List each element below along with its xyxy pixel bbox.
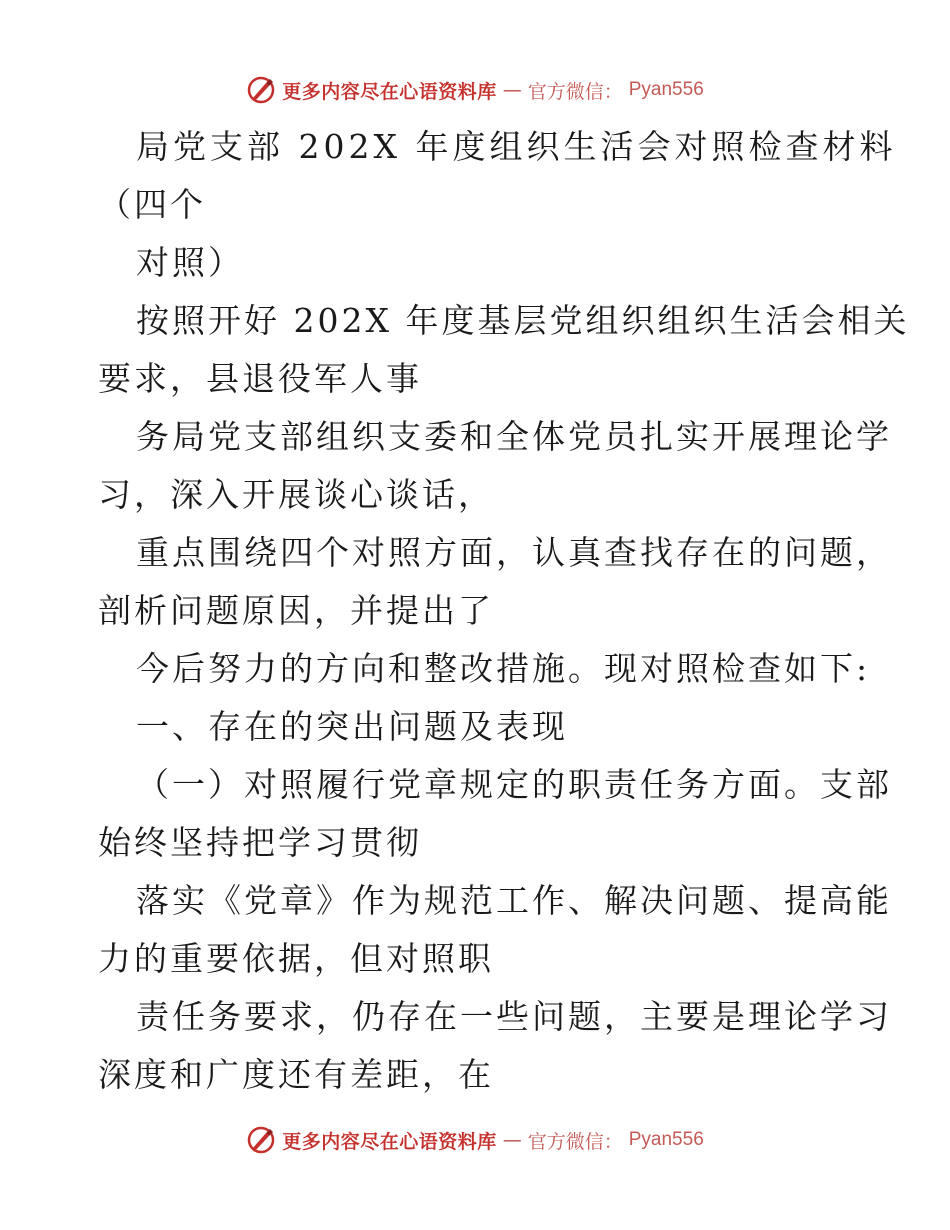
header-watermark-banner: [0, 70, 950, 110]
paragraph-line: 始终坚持把学习贯彻: [98, 823, 422, 862]
paragraph-line: 务局党支部组织支委和全体党员扎实开展理论学: [136, 417, 892, 456]
banner-wechat-label: 官方微信：: [527, 80, 623, 103]
pen-logo-icon: [246, 75, 276, 105]
paragraph-line: 剖析问题原因，并提出了: [98, 591, 494, 630]
paragraph-line: （一）对照履行党章规定的职责任务方面。支部: [136, 765, 892, 804]
section-heading: 一、存在的突出问题及表现: [136, 707, 568, 746]
banner-separator: —: [502, 1129, 522, 1151]
paragraph-line: 习，深入开展谈心谈话，: [98, 475, 494, 514]
banner-wechat-label: 官方微信：: [527, 1130, 623, 1153]
paragraph-line: 重点围绕四个对照方面，认真查找存在的问题，: [136, 533, 892, 572]
banner-wechat-id: Pyan556: [628, 1129, 704, 1150]
banner-text: 更多内容尽在心语资料库: [282, 1130, 497, 1153]
document-title-line-1: 局党支部 202X 年度组织生活会对照检查材料: [136, 127, 897, 166]
footer-watermark-banner: [0, 1120, 950, 1160]
banner-separator: —: [502, 79, 522, 101]
paragraph-line: 要求，县退役军人事: [98, 359, 422, 398]
paragraph-line: 今后努力的方向和整改措施。现对照检查如下:: [136, 649, 871, 688]
document-title-line-3: 对照）: [136, 243, 244, 282]
document-title-line-2: （四个: [98, 185, 206, 224]
pen-logo-icon: [246, 1125, 276, 1155]
paragraph-line: 深度和广度还有差距，在: [98, 1055, 494, 1094]
paragraph-line: 落实《党章》作为规范工作、解决问题、提高能: [136, 881, 892, 920]
paragraph-line: 力的重要依据，但对照职: [98, 939, 494, 978]
banner-text: 更多内容尽在心语资料库: [282, 80, 497, 103]
document-body: [98, 118, 910, 1104]
paragraph-line: 责任务要求，仍存在一些问题，主要是理论学习: [136, 997, 892, 1036]
banner-wechat-id: Pyan556: [628, 79, 704, 100]
paragraph-line: 按照开好 202X 年度基层党组织组织生活会相关: [136, 301, 910, 340]
